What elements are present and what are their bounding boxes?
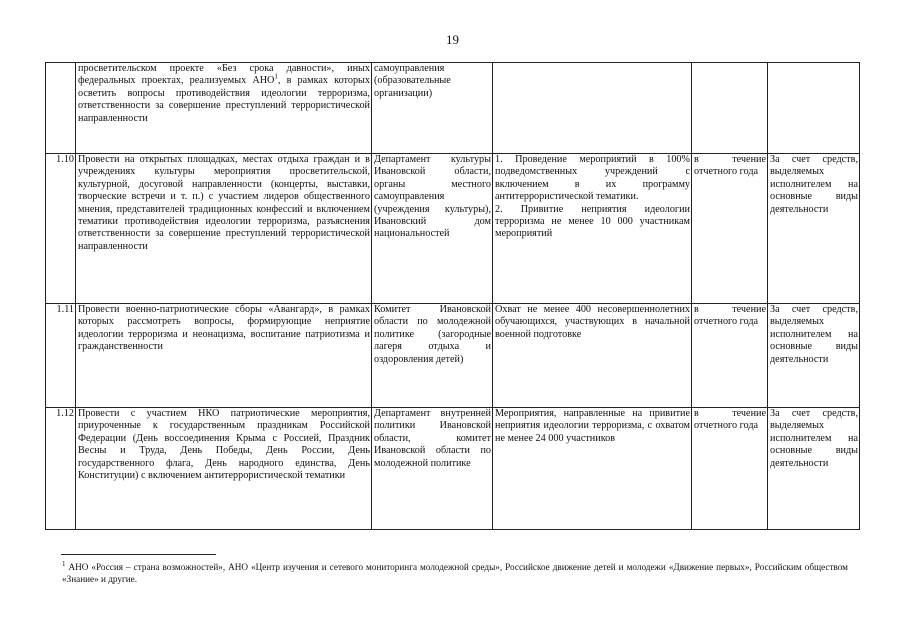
funding-cell: За счет средств, выделяемых исполнителем на основные виды деятельности: [768, 408, 860, 530]
table-row: [46, 63, 860, 154]
action-cell: [76, 63, 372, 154]
term-cell: в течение отчетного года: [692, 154, 768, 304]
result-cell: [493, 304, 692, 408]
action-cell: Провести с участием НКО патриотические мероприятия, приуроченные к государственным праздникам Российской Федерации (День воссоединения Крыма с Россией, Праздник Весны и Труда, День Победы, День России, День государственного флага, День народного единства, День Конституции) с включением антитеррористической тематики: [76, 408, 372, 530]
executor-text: Комитет Ивановской области по молодежной политике (загородные лагеря отдыха и оздоровления детей): [374, 304, 491, 365]
result-item: Охват не менее 400 несовершеннолетних обучающихся, участвующих в начальной военной подготовке: [495, 304, 690, 340]
action-text-tail: , в рамках которых осветить вопросы противодействия идеологии терроризма, ответственности за совершение преступлений террористической направленности: [78, 75, 371, 124]
table-row: [46, 408, 860, 530]
result-item: 2. Привитие неприятия идеологии терроризма не менее 10 000 участникам мероприятий: [495, 203, 690, 240]
funding-cell: За счет средств, выделяемых исполнителем на основные виды деятельности: [768, 154, 860, 304]
result-cell: [493, 63, 692, 154]
footnote-divider: [61, 554, 216, 555]
row-number: 1.10: [46, 154, 76, 304]
row-number: 1.11: [46, 304, 76, 408]
page-number: 19: [446, 32, 459, 47]
executor-cell: [372, 154, 493, 304]
result-item: 1. Проведение мероприятий в 100% подведомственных учреждений с включением в их программу антитеррористической тематики.: [495, 154, 690, 203]
funding-cell: За счет средств, выделяемых исполнителем на основные виды деятельности: [768, 304, 860, 408]
result-cell: [493, 154, 692, 304]
executor-text: самоуправления (образовательные организации): [374, 63, 451, 99]
footnote-marker: 1: [62, 559, 66, 568]
term-cell: в течение отчетного года: [692, 408, 768, 530]
footnote: [62, 561, 848, 585]
footnote-text: АНО «Россия – страна возможностей», АНО «Центр изучения и сетевого мониторинга молодежной среды», Российское движение детей и молодежи «Движение первых», Российским обществом «Знание» и другие.: [62, 562, 848, 584]
action-cell: Провести на открытых площадках, местах отдыха граждан и в учреждениях культуры мероприятия просветительской, культурной, досуговой направленности (концерты, выставки, творческие встречи и т. п.) с участием лидеров общественного мнения, представителей традиционных конфессий и включением тематики противодействия идеологии терроризма, разъяснения ответственности за совершение преступлений террористической направленности: [76, 154, 372, 304]
row-number: [46, 63, 76, 154]
table-row: [46, 304, 860, 408]
result-cell: [493, 408, 692, 530]
footnote-ref: 1: [274, 73, 278, 82]
action-plan-table: [45, 62, 860, 530]
funding-cell: [768, 63, 860, 154]
executor-cell: [372, 408, 493, 530]
action-cell: Провести военно-патриотические сборы «Авангард», в рамках которых рассмотреть вопросы, формирующие неприятие идеологии терроризма и неонацизма, воспитание патриотизма и гражданственности: [76, 304, 372, 408]
table-row: [46, 154, 860, 304]
row-number: 1.12: [46, 408, 76, 530]
executor-text: Департамент внутренней политики Ивановской области, комитет Ивановской области по молодежной политике: [374, 408, 491, 469]
result-item: Мероприятия, направленные на привитие неприятия идеологии терроризма, с охватом не менее 24 000 участников: [495, 408, 690, 444]
executor-text: Департамент культуры Ивановской области, органы местного самоуправления (учреждения культуры), Ивановский дом национальностей: [374, 154, 491, 240]
executor-cell: [372, 304, 493, 408]
action-text: просветительском проекте «Без срока давности», иных федеральных проектах, реализуемых АНО: [78, 63, 370, 87]
term-cell: [692, 63, 768, 154]
term-cell: в течение отчетного года: [692, 304, 768, 408]
executor-cell: [372, 63, 493, 154]
